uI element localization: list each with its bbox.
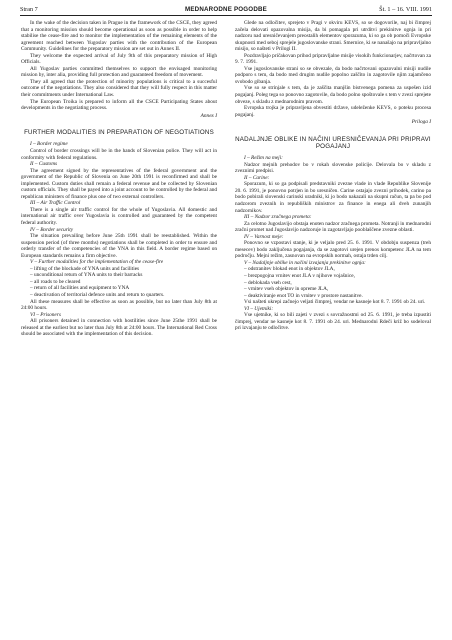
en-subheading: IV – Border security	[30, 226, 74, 233]
en-paragraph: All these measures shall be effective as soon as possible, but no later than July 8th at 24:00 hours.	[21, 298, 217, 312]
english-column	[21, 20, 217, 338]
sl-paragraph: Za celotno Jugoslavijo obstaja enoten nadzor zračnega prometa. Notranji in mednarodni zračni promet nad Jugoslavijo nadzoruje in zagotavljajo pooblaščene zvezne oblasti.	[235, 220, 431, 234]
issue-date: Št. 1 – 16. VIII. 1991	[379, 6, 432, 13]
sl-subheading: V – Nadaljnje oblike in načini izvajanja prekinitve ognja:	[244, 259, 366, 266]
sl-paragraph: Vse ujetnike, ki so bili zajeti v zvezi s sovražnostmi od 25. 6. 1991, je treba izpustiti čimprej, vendar ne kasneje kot 8. 7. 1991 ob 24. uri. Mednarodni Rdeči križ bo sodeloval pri izvajanju te odločitve.	[235, 312, 431, 332]
header-rule	[20, 15, 432, 16]
en-paragraph: – return of all facilities and equipment to YNA	[30, 285, 130, 292]
en-paragraph: All prisoners detained in connection with hostilities since June 25the 1991 shall be released at the earliest but no later than July 8th at 24:00 hours. The International Red Cross should be associated with the implementation of this decision.	[21, 318, 217, 338]
sl-paragraph: Vse so se strinjale s tem, da je zaščita manjšin bistvenega pomena za uspešen izid pogajanj. Poleg tega so ponovno zagotovile, da bodo polno spoštovale s tem v zvezi sprejete obveze, s skladu z mednarodnim pravom.	[235, 85, 431, 105]
en-section-heading: FURTHER MODALITIES IN PREPARATION OF NEGOTIATIONS	[24, 129, 214, 137]
en-subheading: II – Customs	[30, 161, 58, 168]
sl-paragraph: Evropska trojka je pripravljena obvestiti države, udeleženke KEVS, o poteku procesa pogajanj.	[235, 105, 431, 118]
sl-paragraph: – brezpogojna vrnitev enot JLA v njihove vojašnice,	[244, 273, 355, 279]
page-number: Stran 7	[20, 6, 38, 13]
sl-paragraph: Pozdravljajo pričakovan prihod pripravljalne misije visokih funkcionarjev, načrtovan za 9. 7. 1991.	[235, 52, 431, 66]
en-annex-label: Annex I	[200, 112, 217, 119]
en-paragraph: – all roads to be cleared	[30, 278, 81, 285]
en-paragraph: The situation prevailing before June 25th 1991 shall be reestablished. Within the suspension period (of three months) negotiations shall be completed in order to ensure and orderly transfer of the competencies of the YNA in this field. A border regime based on European standards remains a firm objective.	[21, 233, 217, 259]
en-paragraph: All Yugoslav parties committed themselves to support the envisaged monitoring mission by, inter alia, providing full protection and guaranteed freedom of movement.	[21, 65, 217, 79]
sl-subheading: VI – Ujetniki:	[244, 305, 274, 312]
en-subheading: III – Air Traffic Control	[30, 200, 81, 207]
sl-paragraph: Nadzor mejnih prehodov bo v rokah slovenske policije. Delovala bo v skladu z zveznimi predpisi.	[235, 161, 431, 175]
sl-paragraph: – deaktiviranje enot TO in vrnitev v prostore nastanitve.	[244, 292, 363, 299]
en-subheading: I – Border regime	[30, 141, 68, 148]
en-paragraph: The agreement signed by the representatives of the federal government and the government of the Republic of Slovenia on June 20th 1991 is reconfirmed and shall be implemented. Custom duties shall remain a federal revenue and be collected by Slovenian custom officials. They shall be payed into a joint account to be controlled by the federal and republican ministers of finance plus one of two external controllers.	[21, 167, 217, 200]
en-paragraph: Control of border crossings will be in the hands of Slovenian police. They will act in conformity with federal regulations.	[21, 147, 217, 161]
sl-paragraph: – vrnitev vseh objektov in opreme JLA,	[244, 286, 329, 293]
en-paragraph: In the wake of the decision taken in Prague in the framework of the CSCE, they agreed that a monitoring mission should become operational as soon as possible in order to help stabilise the cease-fire and to monitor the implementation of the remaining elements of the agreement reached between Yugoslav parties with the contribution of the European Community. Guidelines for the preparatory mission are set out in Annex II.	[21, 20, 217, 53]
en-paragraph: There is a single air traffic control for the whole of Yugoslavia. All domestic and international air traffic over Yugoslavia is controlled and guaranteed by the competent federal authority.	[21, 206, 217, 226]
sl-subheading: II – Carine:	[244, 174, 270, 181]
sl-paragraph: Sporazum, ki so ga podpisali predstavniki zvezne vlade in vlade Republike Slovenije 20. 6. 1991, je ponovno potrjen in bo uresničen. Carine ostajajo zvezni prihodek, carino pa bodo pobirali slovenski carinski uradniki, ki jo bodo nakazali na skupni račun, ta pa bo pod nadzorom zveznih in republiških ministrov za finance in enega ali dveh zunanjih nadzornikov.	[235, 181, 431, 214]
en-paragraph: – lifting of the blockade of YNA units and facilities	[30, 265, 140, 272]
sl-paragraph: Ponovno se vzpostavi stanje, ki je veljalo pred 25. 6. 1991. V obdobju suspenza (treh mesecev) bodo zaključena pogajanja, da se zagotovi urejen prenos kompetenc JLA na tem področju. Mejni režim, zasnovan na evropskih normah, ostaja trden cilj.	[235, 240, 431, 260]
sl-paragraph: Glede na odločitev, sprejeto v Pragi v okviru KEVS, so se dogovorile, naj bi čimprej začela delovati opazovalna misija, da bi pomagala pri utrditvi prekinitve ognja in pri nadzoru nad uresničevanjem preostalih elementov sporazuma, ki so ga ob pomoči Evropske skupnosti med seboj sprejele jugoslovanske strani. Smernice, ki se nanašajo na pripravljalno misijo, so našteti v Prilogi II.	[235, 20, 431, 53]
sl-subheading: IV – Varnost meje:	[244, 233, 284, 240]
sl-annex-label: Priloga I	[411, 119, 431, 126]
en-paragraph: – unconditional return of YNA units to their barracks	[30, 272, 143, 279]
en-paragraph: – deactivation of territorial defence units and return to quarters.	[30, 291, 165, 298]
sl-subheading: I – Režim na meji:	[244, 155, 283, 162]
slovene-column	[235, 20, 431, 332]
en-paragraph: They all agreed that the protection of minority populations is critical to a succesful outcome of the negotiations. They also considered that they will fully respect in this matter their commitments under International Law.	[21, 78, 217, 99]
en-paragraph: They welcome the expected arrival of July 9th of this preparatory mission of High Officials.	[21, 52, 217, 66]
sl-paragraph: – odstranitev blokad enot in objektov JLA,	[244, 266, 335, 273]
sl-section-heading: NADALJNJE OBLIKE IN NAČINI URESNIČEVANJA PRI PRIPRAVI POGAJANJ	[235, 135, 431, 150]
en-paragraph: The European Troika is prepared to inform all the CSCE Participating States about developments in the negotiating process.	[21, 98, 217, 112]
sl-paragraph: Vse jugoslovanske strani so se obvezale, da bodo načrtovani opazovalni misiji nudile podporo s tem, da bodo med drugim nudile popolno zaščito in zagotovile njim zajamčeno svobodo gibanja.	[235, 65, 431, 85]
sl-paragraph: – deblokada vseh cest,	[244, 279, 292, 286]
sl-subheading: III – Nadzor zračnega prometa:	[244, 214, 312, 221]
sl-paragraph: Vsi našteti ukrepi začnejo veljati čimprej, vendar ne kasneje kot 8. 7. 1991 ob 24. uri.	[244, 299, 426, 306]
en-subheading: V – Further modalities for the implementation of the cease-fire	[30, 259, 164, 266]
publication-title: MEDNARODNE POGODBE	[185, 6, 267, 13]
en-subheading: VI – Prisoners	[30, 311, 61, 318]
